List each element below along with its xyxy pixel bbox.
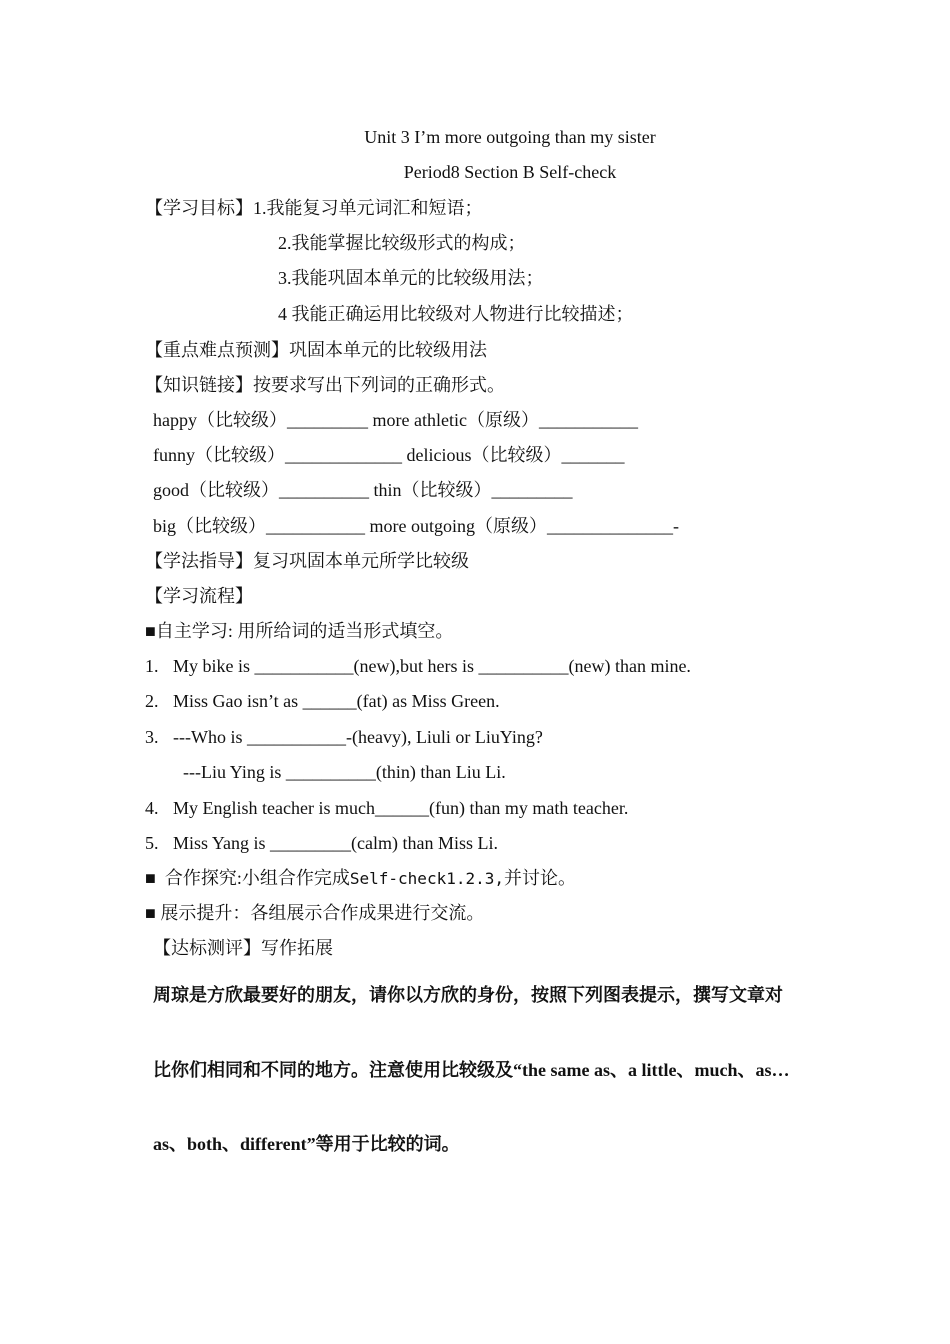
exercise-item <box>145 654 691 678</box>
objective-item: 4 我能正确运用比较级对人物进行比较描述； <box>278 304 634 324</box>
page-subtitle: Period8 Section B Self-check <box>403 162 617 182</box>
exercise-text: Miss Yang is _________(calm) than Miss Li. <box>173 833 499 853</box>
assessment-heading: 【达标测评】写作拓展 <box>153 938 333 958</box>
cooperate-suffix: 并讨论。 <box>504 868 576 888</box>
exercise-number: 1. <box>145 656 159 676</box>
word-row: good（比较级）__________ thin（比较级）_________ <box>153 480 573 500</box>
cooperate-line <box>145 866 576 891</box>
cooperate-prefix: 合作探究:小组合作完成 <box>164 868 350 888</box>
exercise-item <box>145 689 500 713</box>
exercise-text: ---Who is ___________-(heavy), Liuli or LiuYing? <box>173 727 543 747</box>
key-points: 【重点难点预测】巩固本单元的比较级用法 <box>145 340 487 360</box>
writing-prompt-line: 周琼是方欣最要好的朋友，请你以方欣的身份，按照下列图表提示，撰写文章对 <box>153 985 783 1005</box>
exercise-item <box>145 796 628 820</box>
objective-item: 1.我能复习单元词汇和短语； <box>253 198 483 218</box>
process-heading: 【学习流程】 <box>145 586 253 606</box>
objective-item: 3.我能巩固本单元的比较级用法； <box>278 268 544 288</box>
exercise-answer: ---Liu Ying is __________(thin) than Liu Li. <box>183 762 506 782</box>
objectives-line-1 <box>145 196 483 220</box>
cooperate-code: Self-check1.2.3, <box>349 869 504 888</box>
exercise-number: 5. <box>145 833 159 853</box>
exercise-item <box>145 725 543 749</box>
exercise-text: My bike is ___________(new),but hers is __________(new) than mine. <box>173 656 691 676</box>
show-line: ■ 展示提升：各组展示合作成果进行交流。 <box>145 903 485 923</box>
exercise-number: 3. <box>145 727 159 747</box>
word-row: funny（比较级）_____________ delicious（比较级）_______ <box>153 445 625 465</box>
writing-prompt-line: as、both、different”等用于比较的词。 <box>153 1134 460 1154</box>
objective-item: 2.我能掌握比较级形式的构成； <box>278 233 526 253</box>
self-study-heading: ■自主学习: 用所给词的适当形式填空。 <box>145 621 454 641</box>
method-guide: 【学法指导】复习巩固本单元所学比较级 <box>145 551 469 571</box>
word-row: big（比较级）___________ more outgoing（原级）______________- <box>153 516 679 536</box>
page-title: Unit 3 I’m more outgoing than my sister <box>364 127 656 147</box>
writing-prompt-line: 比你们相同和不同的地方。注意使用比较级及“the same as、a little、much、as… <box>153 1060 790 1080</box>
bullet-icon: ■ <box>145 868 156 888</box>
exercise-number: 2. <box>145 691 159 711</box>
exercise-text: My English teacher is much______(fun) than my math teacher. <box>173 798 629 818</box>
objectives-label: 【学习目标】 <box>145 198 253 218</box>
exercise-number: 4. <box>145 798 159 818</box>
exercise-text: Miss Gao isn’t as ______(fat) as Miss Green. <box>173 691 500 711</box>
exercise-item <box>145 831 498 855</box>
knowledge-link: 【知识链接】按要求写出下列词的正确形式。 <box>145 375 505 395</box>
word-row: happy（比较级）_________ more athletic（原级）___________ <box>153 410 638 430</box>
